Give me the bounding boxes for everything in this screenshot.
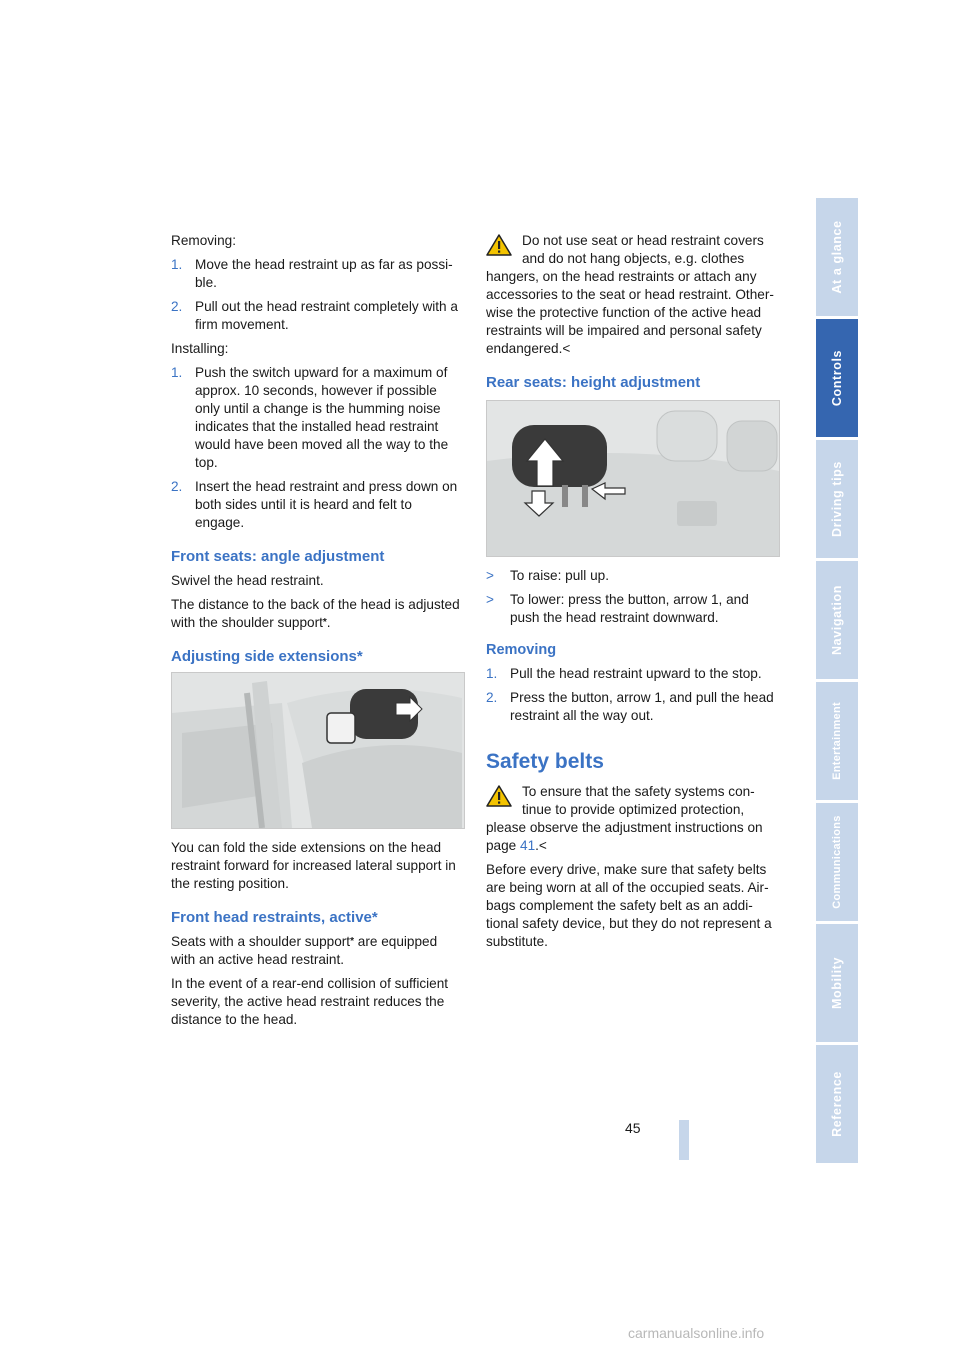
removing-label: Removing: bbox=[171, 233, 236, 248]
warning-text: To ensure that the safety systems con-tinue to provide optimized protection, please observe the adjustment instructions on page bbox=[486, 784, 763, 853]
list-item: 1. Move the head restraint up as far as possi-ble. bbox=[171, 257, 453, 290]
warning-block bbox=[486, 232, 780, 358]
list-item: 2. Insert the head restraint and press down on both sides until it is heard and felt to engage. bbox=[171, 479, 458, 530]
installing-label: Installing: bbox=[171, 341, 229, 356]
watermark: carmanualsonline.info bbox=[628, 1325, 765, 1341]
warning-text: Do not use seat or head restraint covers and do not hang objects, e.g. clothes hangers, on the head restraints or attach any accessories to the seat or head restraint. Other-wise the protective function of the active head restraints will be impaired and personal safety endangered. bbox=[486, 233, 774, 356]
safety-belts-heading: Safety belts bbox=[486, 750, 604, 773]
left-column bbox=[171, 232, 463, 1035]
list-item: > To raise: pull up. bbox=[486, 568, 609, 583]
tab-reference[interactable]: Reference bbox=[816, 1045, 858, 1163]
warning-icon bbox=[486, 234, 512, 256]
rear-headrest-illustration bbox=[486, 400, 780, 557]
tab-entertainment[interactable]: Entertainment bbox=[816, 682, 858, 800]
active-restraints-text-2: In the event of a rear-end collision of sufficient severity, the active head restraint reduces the distance to the head. bbox=[171, 976, 449, 1027]
page-number-bar bbox=[679, 1120, 689, 1160]
side-extensions-heading: Adjusting side extensions* bbox=[171, 648, 363, 665]
list-item: 1. Pull the head restraint upward to the stop. bbox=[486, 666, 762, 681]
tab-mobility[interactable]: Mobility bbox=[816, 924, 858, 1042]
front-angle-heading: Front seats: angle adjustment bbox=[171, 548, 385, 565]
removing-heading: Removing bbox=[486, 642, 557, 658]
right-column bbox=[486, 232, 780, 957]
list-item: > To lower: press the button, arrow 1, and push the head restraint downward. bbox=[486, 592, 749, 625]
front-angle-text-2: The distance to the back of the head is adjusted with the shoulder support*. bbox=[171, 597, 460, 630]
tab-controls[interactable]: Controls bbox=[816, 319, 858, 437]
rear-seats-heading: Rear seats: height adjustment bbox=[486, 374, 701, 391]
active-restraints-heading: Front head restraints, active* bbox=[171, 909, 378, 926]
active-restraints-text-1: Seats with a shoulder support* are equipped with an active head restraint. bbox=[171, 934, 438, 967]
side-extensions-illustration bbox=[171, 672, 465, 829]
safety-belts-text: Before every drive, make sure that safety belts are being worn at all of the occupied seats. Air-bags complement the safety belt as an addi-tional safety device, but they do not represent a substitute. bbox=[486, 862, 772, 949]
end-mark: .< bbox=[535, 838, 547, 853]
warning-icon bbox=[486, 785, 512, 807]
list-item: 2. Press the button, arrow 1, and pull the head restraint all the way out. bbox=[486, 690, 774, 723]
list-item: 2. Pull out the head restraint completely with a firm movement. bbox=[171, 299, 458, 332]
end-mark: < bbox=[562, 341, 571, 356]
tab-at-a-glance[interactable]: At a glance bbox=[816, 198, 858, 316]
front-angle-text-1: Swivel the head restraint. bbox=[171, 573, 324, 588]
tab-driving-tips[interactable]: Driving tips bbox=[816, 440, 858, 558]
tab-navigation[interactable]: Navigation bbox=[816, 561, 858, 679]
side-extensions-text: You can fold the side extensions on the head restraint forward for increased lateral support in the resting position. bbox=[171, 840, 456, 891]
warning-block bbox=[486, 783, 780, 855]
chapter-tabs bbox=[816, 198, 858, 1166]
page-reference-link[interactable]: 41 bbox=[520, 838, 536, 853]
list-item: 1. Push the switch upward for a maximum of approx. 10 seconds, however if possible only until a change is the humming noise indicates that the installed head restraint would have been moved all the way to the top. bbox=[171, 365, 449, 470]
tab-communications[interactable]: Communications bbox=[816, 803, 858, 921]
page-number: 45 bbox=[625, 1120, 641, 1136]
